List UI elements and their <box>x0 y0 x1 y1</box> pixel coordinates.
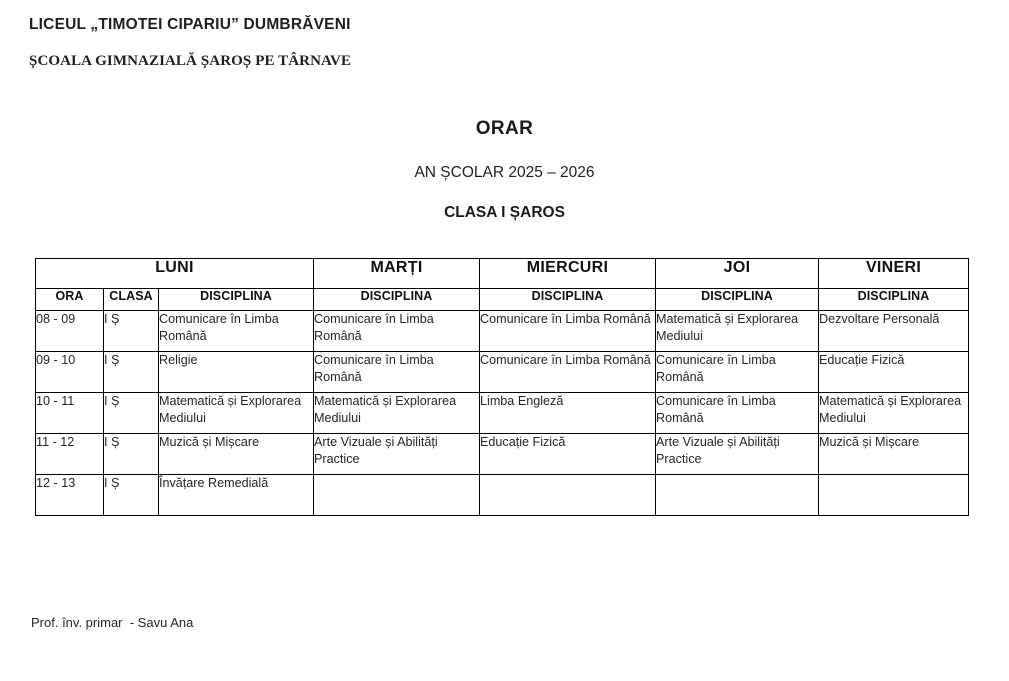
table-row <box>36 352 969 393</box>
cell-clasa: I Ș <box>104 475 159 516</box>
school-header <box>29 16 929 70</box>
column-header-disciplina-vineri: DISCIPLINA <box>819 289 969 311</box>
timetable-header <box>36 259 969 311</box>
cell-ora: 12 - 13 <box>36 475 104 516</box>
cell-marti <box>314 475 480 516</box>
cell-vineri: Dezvoltare Personală <box>819 311 969 352</box>
column-header-clasa: CLASA <box>104 289 159 311</box>
sub-header-row <box>36 289 969 311</box>
cell-marti: Comunicare în Limba Română <box>314 352 480 393</box>
column-header-disciplina-joi: DISCIPLINA <box>656 289 819 311</box>
column-header-disciplina-miercuri: DISCIPLINA <box>480 289 656 311</box>
cell-miercuri: Comunicare în Limba Română <box>480 352 656 393</box>
table-row <box>36 475 969 516</box>
table-row <box>36 393 969 434</box>
timetable-body <box>36 311 969 516</box>
table-row <box>36 434 969 475</box>
cell-luni: Învățare Remedială <box>159 475 314 516</box>
cell-vineri <box>819 475 969 516</box>
cell-joi: Comunicare în Limba Română <box>656 393 819 434</box>
cell-clasa: I Ș <box>104 393 159 434</box>
day-header-luni: LUNI <box>36 259 314 289</box>
cell-miercuri <box>480 475 656 516</box>
timetable <box>35 258 969 516</box>
cell-joi: Arte Vizuale și Abilități Practice <box>656 434 819 475</box>
table-row <box>36 311 969 352</box>
cell-vineri: Matematică și Explorarea Mediului <box>819 393 969 434</box>
cell-ora: 11 - 12 <box>36 434 104 475</box>
page-title: ORAR <box>475 118 534 139</box>
timetable-container <box>35 258 968 516</box>
column-header-disciplina-marti: DISCIPLINA <box>314 289 480 311</box>
cell-luni: Muzică și Mișcare <box>159 434 314 475</box>
cell-clasa: I Ș <box>104 352 159 393</box>
cell-clasa: I Ș <box>104 311 159 352</box>
cell-ora: 08 - 09 <box>36 311 104 352</box>
cell-miercuri: Educație Fizică <box>480 434 656 475</box>
cell-luni: Matematică și Explorarea Mediului <box>159 393 314 434</box>
class-label: CLASA I ȘAROS <box>444 204 565 222</box>
school-name-secondary: ȘCOALA GIMNAZIALĂ ȘAROȘ PE TÂRNAVE <box>29 52 352 69</box>
day-header-vineri: VINERI <box>819 259 969 289</box>
cell-marti: Arte Vizuale și Abilități Practice <box>314 434 480 475</box>
day-header-miercuri: MIERCURI <box>480 259 656 289</box>
title-block <box>0 118 1009 223</box>
cell-marti: Comunicare în Limba Română <box>314 311 480 352</box>
cell-marti: Matematică și Explorarea Mediului <box>314 393 480 434</box>
teacher-signature: Prof. înv. primar - Savu Ana <box>31 615 194 630</box>
cell-joi: Matematică și Explorarea Mediului <box>656 311 819 352</box>
day-header-row <box>36 259 969 289</box>
day-header-marti: MARȚI <box>314 259 480 289</box>
column-header-disciplina-luni: DISCIPLINA <box>159 289 314 311</box>
cell-vineri: Muzică și Mișcare <box>819 434 969 475</box>
cell-vineri: Educație Fizică <box>819 352 969 393</box>
cell-luni: Comunicare în Limba Română <box>159 311 314 352</box>
cell-miercuri: Limba Engleză <box>480 393 656 434</box>
cell-miercuri: Comunicare în Limba Română <box>480 311 656 352</box>
school-year-label: AN ȘCOLAR 2025 – 2026 <box>414 163 595 181</box>
cell-ora: 10 - 11 <box>36 393 104 434</box>
day-header-joi: JOI <box>656 259 819 289</box>
school-name-primary: LICEUL „TIMOTEI CIPARIU” DUMBRĂVENI <box>29 16 351 33</box>
cell-ora: 09 - 10 <box>36 352 104 393</box>
cell-joi <box>656 475 819 516</box>
cell-clasa: I Ș <box>104 434 159 475</box>
cell-joi: Comunicare în Limba Română <box>656 352 819 393</box>
column-header-ora: ORA <box>36 289 104 311</box>
cell-luni: Religie <box>159 352 314 393</box>
